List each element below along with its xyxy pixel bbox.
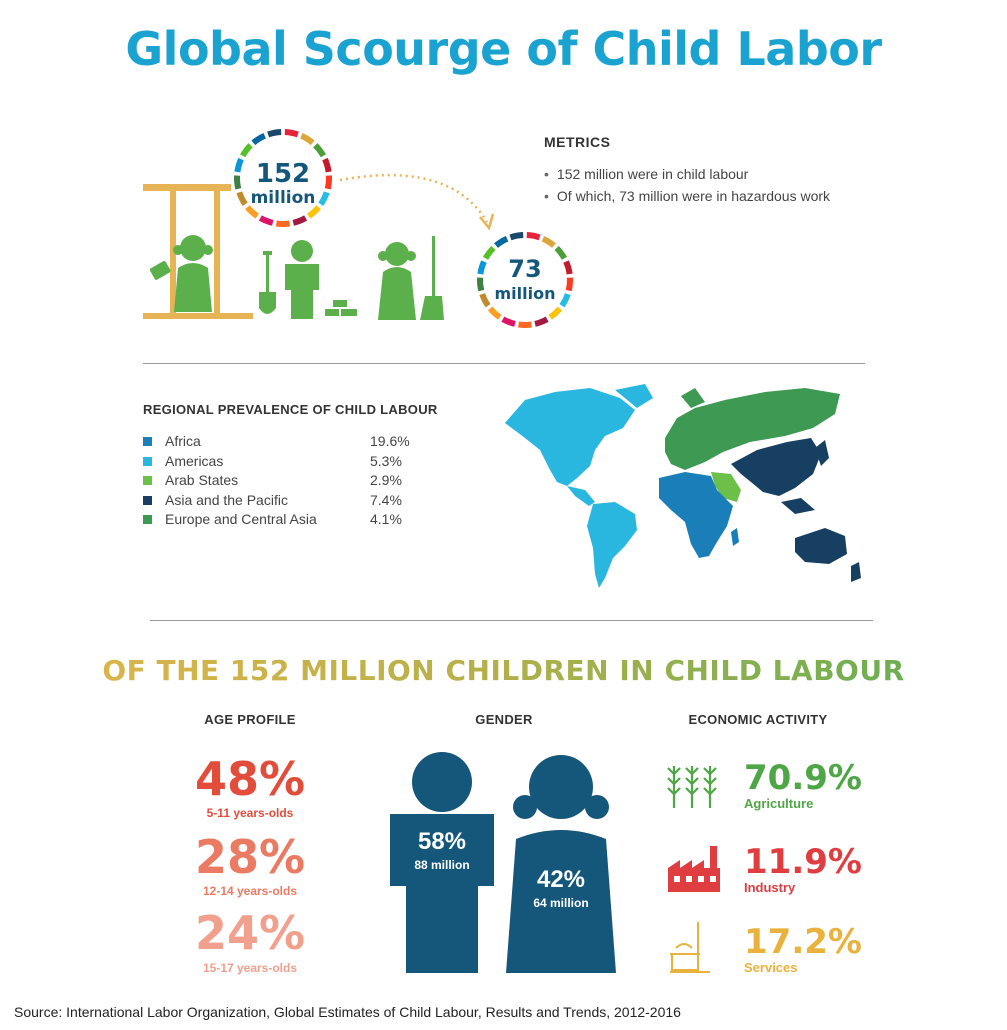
child-for-sale-icon <box>149 235 213 312</box>
factory-icon <box>664 840 728 896</box>
metrics-item: • 152 million were in child labour <box>544 166 830 182</box>
ring-segment <box>482 294 488 306</box>
region-americas <box>505 388 635 486</box>
age-profile-heading: AGE PROFILE <box>204 712 296 727</box>
ring-segment <box>321 192 327 204</box>
ring-segment <box>237 176 238 189</box>
metrics-item: • Of which, 73 million were in hazardous work <box>544 188 830 204</box>
divider <box>150 620 873 621</box>
legend-swatch <box>143 476 152 485</box>
ring-segment <box>557 248 565 258</box>
ring-segment <box>490 309 500 318</box>
legend-value: 2.9% <box>370 472 402 488</box>
age-pct-15-17: 24% <box>194 906 306 960</box>
legend-value: 5.3% <box>370 453 402 469</box>
ring-segment <box>569 278 570 291</box>
ring-segment <box>562 294 568 306</box>
legend-swatch <box>143 496 152 505</box>
big-circle-number: 152 <box>255 159 311 189</box>
ring-segment <box>480 278 481 291</box>
ring-segment <box>480 262 484 274</box>
girl-icon <box>506 755 616 973</box>
eco-label-services: Services <box>744 960 798 975</box>
ring-segment <box>285 132 298 134</box>
ring-segment <box>566 262 570 274</box>
gender-girl-sub: 64 million <box>533 896 589 910</box>
economic-activity-heading: ECONOMIC ACTIVITY <box>688 712 828 727</box>
legend-row-arab-states <box>143 472 423 492</box>
eco-label-agriculture: Agriculture <box>744 796 814 811</box>
gender-heading: GENDER <box>475 712 533 727</box>
eco-label-industry: Industry <box>744 880 796 895</box>
gender-boy-pct: 58% <box>417 828 467 855</box>
age-pct-5-11: 48% <box>194 752 306 806</box>
eco-pct-services: 17.2% <box>744 922 862 962</box>
legend-value: 4.1% <box>370 511 402 527</box>
ring-segment <box>243 145 251 156</box>
legend-value: 7.4% <box>370 492 402 508</box>
world-map <box>495 378 870 596</box>
eco-pct-industry: 11.9% <box>744 842 862 882</box>
page-title: Global Scourge of Child Labor <box>125 22 882 76</box>
ring-segment <box>325 159 329 172</box>
legend-row-asia-pacific <box>143 492 423 512</box>
age-pct-12-14: 28% <box>194 830 306 884</box>
legend-row-europe-central-asia <box>143 511 423 531</box>
age-label-5-11: 5-11 years-olds <box>206 806 294 820</box>
metrics-heading: METRICS <box>544 134 611 150</box>
legend-value: 19.6% <box>370 433 410 449</box>
source-note: Source: International Labor Organization, Global Estimates of Child Labour, Results and Trends, 2012-2016 <box>14 1004 681 1020</box>
ring-segment <box>293 218 305 223</box>
metrics-list <box>544 166 830 210</box>
ring-segment <box>253 136 264 143</box>
ring-segment <box>486 248 494 258</box>
big-circle-unit: million <box>250 188 316 208</box>
ring-segment <box>543 239 554 246</box>
ring-segment <box>237 159 241 172</box>
bricks-icon <box>325 300 357 316</box>
broom-icon <box>420 236 444 320</box>
ring-segment <box>239 192 245 204</box>
legend-row-africa <box>143 433 423 453</box>
ring-segment <box>535 319 547 324</box>
boy-worker-icon <box>285 240 319 319</box>
gender-boy-sub: 88 million <box>414 858 470 872</box>
regional-heading: REGIONAL PREVALENCE OF CHILD LABOUR <box>143 402 438 417</box>
ring-segment <box>527 235 540 237</box>
legend-row-americas <box>143 453 423 473</box>
ring-segment <box>268 132 281 134</box>
region-asia-pacific <box>731 438 821 496</box>
age-label-12-14: 12-14 years-olds <box>202 884 298 898</box>
girl-worker-icon <box>378 242 416 320</box>
legend-swatch <box>143 437 152 446</box>
legend-label: Arab States <box>165 472 239 488</box>
ring-segment <box>309 207 319 216</box>
ring-segment <box>301 136 312 143</box>
food-stall-icon <box>664 918 728 976</box>
small-circle-unit: million <box>494 284 556 303</box>
eco-pct-agriculture: 70.9% <box>744 758 862 798</box>
ring-segment <box>510 235 523 237</box>
ring-segment <box>503 319 515 324</box>
wheat-icon <box>664 756 728 816</box>
arrow-icon <box>340 175 487 222</box>
top-illustration <box>0 0 1007 340</box>
legend-label: Americas <box>165 453 224 469</box>
legend-swatch <box>143 515 152 524</box>
gender-girl-pct: 42% <box>536 866 586 893</box>
age-label-15-17: 15-17 years-olds <box>202 961 298 975</box>
ring-segment <box>260 218 272 223</box>
ring-segment <box>315 145 323 156</box>
legend-label: Europe and Central Asia <box>165 511 317 527</box>
ring-segment <box>496 239 507 246</box>
ring-segment <box>328 176 329 189</box>
breakdown-heading: OF THE 152 MILLION CHILDREN IN CHILD LABOUR <box>0 654 1007 687</box>
small-circle-number: 73 <box>508 255 542 283</box>
ring-segment <box>247 207 257 216</box>
divider <box>143 363 865 364</box>
legend-swatch <box>143 457 152 466</box>
legend-label: Africa <box>165 433 201 449</box>
legend-label: Asia and the Pacific <box>165 492 288 508</box>
shovel-icon <box>259 251 276 314</box>
ring-segment <box>550 309 560 318</box>
